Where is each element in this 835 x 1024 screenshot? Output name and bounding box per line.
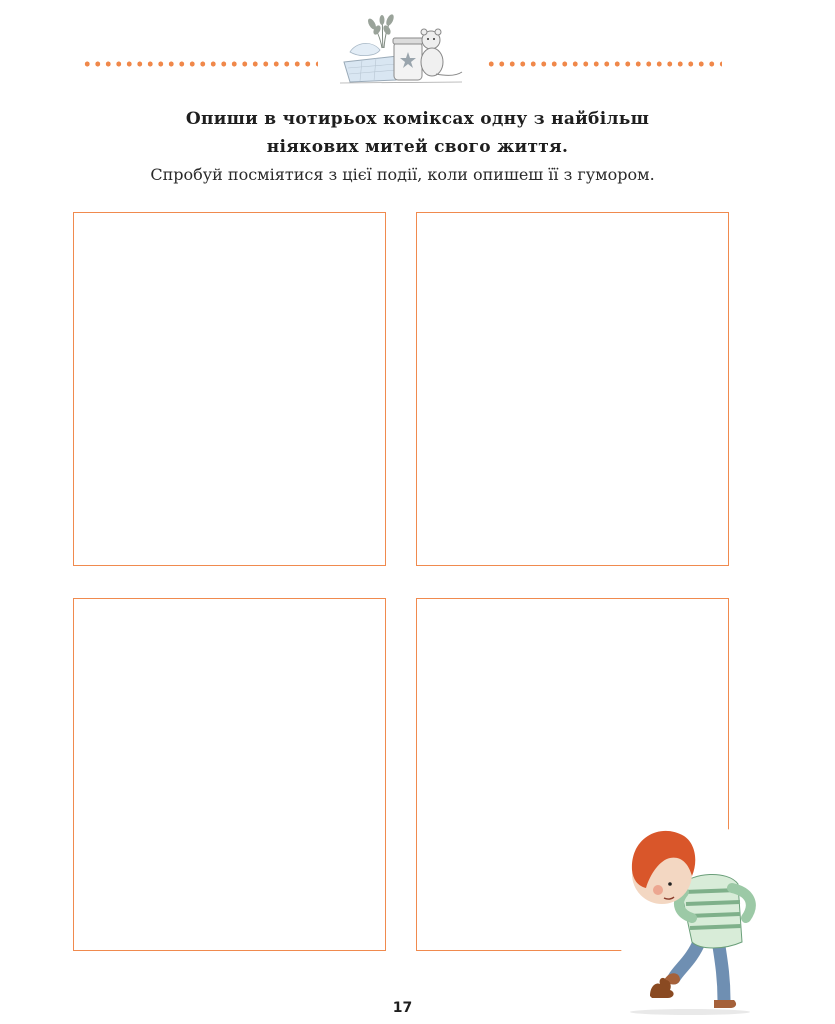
comic-panel-3[interactable] xyxy=(73,598,386,951)
instruction-heading-line-1: Опиши в чотирьох коміксах одну з найбільш xyxy=(185,109,650,129)
dotted-divider-left xyxy=(82,60,318,68)
comic-panel-1[interactable] xyxy=(73,212,386,566)
plant-jar-teddybear-icon xyxy=(336,6,466,84)
boy-stepping-in-poop-icon xyxy=(600,800,810,1020)
comic-panel-2[interactable] xyxy=(416,212,729,566)
instruction-subheading: Спробуй посміятися з цієї події, коли опишеш її з гумором. xyxy=(150,165,655,184)
dotted-divider-right xyxy=(486,60,722,68)
instruction-heading-line-2: ніякових митей свого життя. xyxy=(266,137,569,157)
page-number: 17 xyxy=(392,1000,413,1016)
